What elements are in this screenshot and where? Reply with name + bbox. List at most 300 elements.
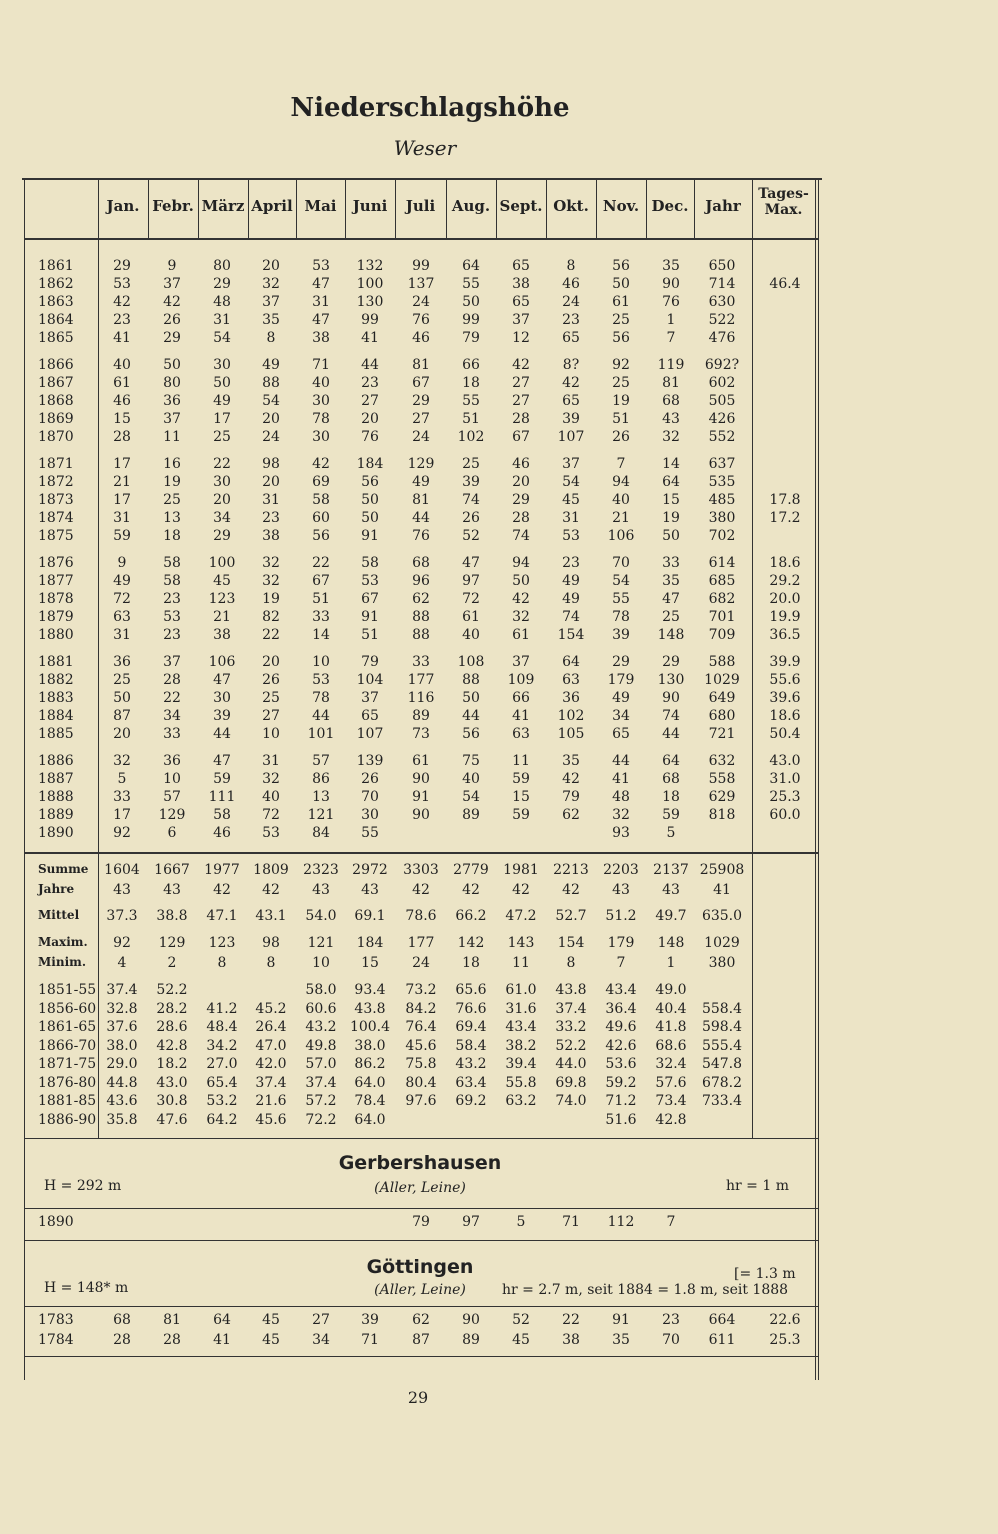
table-cell: 11 bbox=[512, 753, 530, 769]
table-cell: 45 bbox=[262, 1312, 280, 1328]
table-cell: 18.2 bbox=[156, 1056, 188, 1072]
table-cell: 52 bbox=[462, 528, 480, 544]
table-cell: 49 bbox=[262, 357, 280, 373]
table-cell: 25.3 bbox=[769, 1332, 801, 1348]
table-cell: 56 bbox=[612, 258, 630, 274]
table-cell: 79 bbox=[361, 654, 379, 670]
table-cell: 54 bbox=[213, 330, 231, 346]
row-label: 1883 bbox=[38, 690, 74, 706]
table-cell: 17 bbox=[213, 411, 231, 427]
table-cell: 130 bbox=[356, 294, 384, 310]
station-height: H = 148* m bbox=[44, 1280, 129, 1296]
table-cell: 43.2 bbox=[305, 1019, 337, 1035]
table-cell: 37.4 bbox=[555, 1000, 587, 1017]
table-cell: 102 bbox=[457, 429, 485, 445]
gerbershausen-rule-2 bbox=[24, 1240, 818, 1241]
station-note: [= 1.3 m bbox=[734, 1266, 796, 1282]
table-cell: 100 bbox=[356, 276, 384, 292]
row-label: 1851-55 bbox=[38, 982, 97, 998]
table-cell: 2972 bbox=[352, 862, 388, 878]
table-cell: 39 bbox=[562, 411, 580, 427]
table-cell: 82 bbox=[262, 609, 280, 625]
table-cell: 535 bbox=[708, 474, 736, 490]
table-cell: 34 bbox=[163, 708, 181, 724]
table-cell: 5 bbox=[117, 771, 127, 787]
table-cell: 58 bbox=[312, 492, 330, 508]
table-cell: 30 bbox=[213, 474, 231, 490]
table-cell: 1 bbox=[666, 955, 676, 971]
table-cell: 15 bbox=[662, 492, 680, 508]
table-cell: 59 bbox=[213, 771, 231, 787]
table-cell: 7 bbox=[666, 1214, 676, 1230]
table-cell: 51.6 bbox=[605, 1111, 637, 1128]
table-cell: 33 bbox=[312, 609, 330, 625]
table-cell: 10 bbox=[262, 726, 280, 742]
table-cell: 66 bbox=[512, 690, 530, 706]
table-cell: 91 bbox=[361, 528, 379, 544]
table-cell: 43 bbox=[163, 882, 181, 898]
table-cell: 44.8 bbox=[106, 1074, 138, 1091]
table-cell: 64.0 bbox=[354, 1074, 386, 1091]
table-cell: 58 bbox=[163, 555, 181, 571]
table-cell: 67 bbox=[312, 573, 330, 589]
column-header: Dec. bbox=[651, 197, 689, 215]
table-cell: 47 bbox=[462, 555, 480, 571]
page-number: 29 bbox=[407, 1388, 429, 1407]
table-cell: 29 bbox=[213, 276, 231, 292]
column-header: Aug. bbox=[451, 197, 491, 215]
row-label: 1873 bbox=[38, 492, 74, 508]
table-cell: 1604 bbox=[104, 862, 140, 878]
table-cell: 27 bbox=[512, 375, 530, 391]
table-cell: 39.9 bbox=[769, 654, 801, 670]
table-cell: 104 bbox=[356, 672, 384, 688]
table-cell: 40 bbox=[462, 627, 480, 643]
table-cell: 41 bbox=[213, 1332, 231, 1348]
row-label: 1784 bbox=[38, 1332, 74, 1348]
table-cell: 3303 bbox=[403, 862, 439, 878]
table-cell: 9 bbox=[117, 555, 127, 571]
table-cell: 476 bbox=[708, 330, 736, 346]
table-cell: 37.4 bbox=[255, 1074, 287, 1091]
table-cell: 632 bbox=[708, 753, 736, 769]
table-cell: 60 bbox=[312, 510, 330, 526]
table-cell: 177 bbox=[407, 672, 435, 688]
table-cell: 27 bbox=[361, 393, 379, 409]
table-cell: 25 bbox=[163, 492, 181, 508]
table-cell: 76 bbox=[412, 312, 430, 328]
table-cell: 50 bbox=[662, 528, 680, 544]
table-cell: 28 bbox=[512, 411, 530, 427]
table-cell: 40 bbox=[262, 789, 280, 805]
table-cell: 75.8 bbox=[405, 1056, 437, 1072]
table-top-rule bbox=[22, 178, 822, 180]
table-cell: 30 bbox=[213, 690, 231, 706]
column-header: März bbox=[201, 197, 245, 215]
row-label: 1869 bbox=[38, 411, 74, 427]
table-cell: 31 bbox=[113, 627, 131, 643]
table-cell: 74 bbox=[512, 528, 530, 544]
row-label: 1876-80 bbox=[38, 1074, 97, 1091]
table-cell: 588 bbox=[708, 654, 736, 670]
row-label: 1886-90 bbox=[38, 1111, 97, 1128]
row-label: 1856-60 bbox=[38, 1000, 97, 1017]
table-cell: 1977 bbox=[204, 862, 240, 878]
table-cell: 68 bbox=[662, 771, 680, 787]
table-cell: 45.6 bbox=[405, 1037, 437, 1054]
table-cell: 37 bbox=[361, 690, 379, 706]
table-cell: 58.4 bbox=[455, 1037, 487, 1054]
table-cell: 44 bbox=[412, 510, 430, 526]
table-cell: 38.8 bbox=[156, 908, 188, 924]
table-cell: 11 bbox=[512, 955, 530, 971]
table-cell: 52.2 bbox=[156, 982, 188, 998]
table-cell: 49.8 bbox=[305, 1037, 337, 1054]
table-cell: 29 bbox=[163, 330, 181, 346]
table-cell: 91 bbox=[612, 1312, 630, 1328]
table-cell: 53.2 bbox=[206, 1093, 238, 1109]
table-cell: 685 bbox=[708, 573, 736, 589]
table-cell: 50 bbox=[612, 276, 630, 292]
column-header: Juni bbox=[352, 197, 388, 215]
table-cell: 123 bbox=[208, 591, 236, 607]
table-cell: 42 bbox=[312, 456, 330, 472]
table-cell: 27 bbox=[262, 708, 280, 724]
table-cell: 86.2 bbox=[354, 1056, 386, 1072]
row-label: 1885 bbox=[38, 726, 74, 742]
table-cell: 116 bbox=[407, 690, 435, 706]
table-cell: 49 bbox=[562, 573, 580, 589]
table-cell: 51 bbox=[462, 411, 480, 427]
table-cell: 1029 bbox=[704, 935, 740, 951]
table-cell: 426 bbox=[708, 411, 736, 427]
table-cell: 23 bbox=[262, 510, 280, 526]
table-cell: 137 bbox=[407, 276, 435, 292]
table-cell: 86 bbox=[312, 771, 330, 787]
table-cell: 44 bbox=[213, 726, 231, 742]
table-cell: 34 bbox=[213, 510, 231, 526]
table-cell: 179 bbox=[607, 672, 635, 688]
table-cell: 27 bbox=[312, 1312, 330, 1328]
table-cell: 69.1 bbox=[354, 908, 386, 924]
table-cell: 6 bbox=[167, 825, 177, 841]
table-cell: 40 bbox=[113, 357, 131, 373]
table-cell: 43 bbox=[312, 882, 330, 898]
table-cell: 74 bbox=[462, 492, 480, 508]
table-cell: 23 bbox=[163, 627, 181, 643]
table-cell: 65.6 bbox=[455, 982, 487, 998]
table-cell: 26 bbox=[462, 510, 480, 526]
table-cell: 99 bbox=[412, 258, 430, 274]
table-cell: 21 bbox=[213, 609, 231, 625]
table-cell: 380 bbox=[708, 955, 736, 971]
table-cell: 43.2 bbox=[455, 1056, 487, 1072]
table-cell: 33.2 bbox=[555, 1019, 587, 1035]
table-cell: 23 bbox=[562, 555, 580, 571]
table-cell: 61 bbox=[462, 609, 480, 625]
row-label: 1866-70 bbox=[38, 1037, 97, 1054]
table-cell: 43.1 bbox=[255, 908, 287, 924]
table-cell: 129 bbox=[158, 935, 186, 951]
table-cell: 79 bbox=[562, 789, 580, 805]
table-cell: 380 bbox=[708, 510, 736, 526]
table-cell: 43.4 bbox=[605, 982, 637, 998]
table-cell: 64 bbox=[562, 654, 580, 670]
table-cell: 30 bbox=[213, 357, 231, 373]
table-cell: 65 bbox=[361, 708, 379, 724]
table-cell: 55.6 bbox=[769, 672, 801, 688]
table-cell: 43.8 bbox=[555, 982, 587, 998]
table-cell: 36 bbox=[163, 753, 181, 769]
table-cell: 64 bbox=[662, 474, 680, 490]
table-cell: 21 bbox=[113, 474, 131, 490]
table-cell: 28 bbox=[113, 1332, 131, 1348]
table-cell: 23 bbox=[562, 312, 580, 328]
table-cell: 54 bbox=[262, 393, 280, 409]
table-cell: 68 bbox=[113, 1312, 131, 1328]
table-cell: 53 bbox=[361, 573, 379, 589]
table-cell: 25 bbox=[462, 456, 480, 472]
table-cell: 143 bbox=[507, 935, 535, 951]
table-cell: 67 bbox=[412, 375, 430, 391]
table-cell: 68.6 bbox=[655, 1037, 687, 1054]
table-cell: 37.6 bbox=[106, 1019, 138, 1035]
table-cell: 14 bbox=[312, 627, 330, 643]
table-cell: 89 bbox=[412, 708, 430, 724]
station-rule bbox=[24, 1138, 818, 1139]
table-cell: 818 bbox=[708, 807, 736, 823]
table-cell: 30 bbox=[312, 429, 330, 445]
table-cell: 18 bbox=[462, 955, 480, 971]
table-cell: 65 bbox=[562, 393, 580, 409]
table-cell: 73.2 bbox=[405, 982, 437, 998]
table-cell: 37 bbox=[512, 312, 530, 328]
table-cell: 55.8 bbox=[505, 1074, 537, 1091]
table-cell: 102 bbox=[557, 708, 585, 724]
table-cell: 69.4 bbox=[455, 1019, 487, 1035]
table-cell: 93.4 bbox=[354, 982, 386, 998]
column-rule bbox=[752, 240, 753, 1138]
table-cell: 48 bbox=[612, 789, 630, 805]
table-cell: 36 bbox=[562, 690, 580, 706]
gerbershausen-rule-1 bbox=[24, 1208, 818, 1209]
table-cell: 40 bbox=[612, 492, 630, 508]
table-cell: 84.2 bbox=[405, 1000, 437, 1017]
table-cell: 90 bbox=[412, 807, 430, 823]
table-cell: 81 bbox=[163, 1312, 181, 1328]
table-cell: 28 bbox=[163, 672, 181, 688]
table-cell: 148 bbox=[657, 935, 685, 951]
table-cell: 20 bbox=[262, 474, 280, 490]
table-cell: 29 bbox=[512, 492, 530, 508]
table-cell: 54.0 bbox=[305, 908, 337, 924]
table-cell: 23 bbox=[662, 1312, 680, 1328]
station-note: hr = 2.7 m, seit 1884 = 1.8 m, seit 1888 bbox=[502, 1282, 789, 1298]
table-cell: 42 bbox=[213, 882, 231, 898]
table-cell: 8? bbox=[562, 357, 580, 373]
table-cell: 602 bbox=[708, 375, 736, 391]
table-cell: 43 bbox=[662, 411, 680, 427]
table-cell: 47.1 bbox=[206, 908, 238, 924]
table-cell: 63.4 bbox=[455, 1074, 487, 1091]
table-cell: 37.4 bbox=[305, 1074, 337, 1091]
table-cell: 10 bbox=[163, 771, 181, 787]
table-cell: 42.8 bbox=[156, 1037, 188, 1054]
table-cell: 73 bbox=[412, 726, 430, 742]
table-cell: 32.8 bbox=[106, 1000, 138, 1017]
table-cell: 20 bbox=[361, 411, 379, 427]
table-cell: 15 bbox=[113, 411, 131, 427]
table-cell: 100.4 bbox=[349, 1019, 391, 1035]
table-cell: 29 bbox=[662, 654, 680, 670]
table-cell: 51 bbox=[612, 411, 630, 427]
row-label: 1865 bbox=[38, 330, 74, 346]
table-cell: 20 bbox=[262, 411, 280, 427]
row-label: 1862 bbox=[38, 276, 74, 292]
row-label: 1783 bbox=[38, 1312, 74, 1328]
table-cell: 65 bbox=[612, 726, 630, 742]
table-cell: 24 bbox=[412, 429, 430, 445]
table-cell: 39 bbox=[612, 627, 630, 643]
table-cell: 59 bbox=[662, 807, 680, 823]
table-cell: 61 bbox=[113, 375, 131, 391]
table-cell: 49 bbox=[213, 393, 231, 409]
table-cell: 92 bbox=[113, 935, 131, 951]
table-cell: 154 bbox=[557, 935, 585, 951]
table-cell: 42 bbox=[262, 882, 280, 898]
table-cell: 70 bbox=[361, 789, 379, 805]
table-cell: 42.6 bbox=[605, 1037, 637, 1054]
table-cell: 49 bbox=[612, 690, 630, 706]
table-cell: 90 bbox=[462, 1312, 480, 1328]
table-cell: 38 bbox=[262, 528, 280, 544]
table-cell: 106 bbox=[208, 654, 236, 670]
table-cell: 2137 bbox=[653, 862, 689, 878]
table-cell: 15 bbox=[512, 789, 530, 805]
row-label: 1889 bbox=[38, 807, 74, 823]
table-cell: 8 bbox=[266, 955, 276, 971]
table-cell: 51 bbox=[361, 627, 379, 643]
table-cell: 42 bbox=[562, 771, 580, 787]
table-cell: 27 bbox=[512, 393, 530, 409]
table-cell: 598.4 bbox=[701, 1019, 743, 1035]
table-cell: 41 bbox=[512, 708, 530, 724]
table-cell: 76.4 bbox=[405, 1019, 437, 1035]
table-cell: 50 bbox=[462, 294, 480, 310]
table-cell: 24 bbox=[262, 429, 280, 445]
table-cell: 32 bbox=[262, 573, 280, 589]
table-cell: 41 bbox=[713, 882, 731, 898]
table-cell: 29.0 bbox=[106, 1056, 138, 1072]
row-label: 1867 bbox=[38, 375, 74, 391]
column-header: Okt. bbox=[553, 197, 589, 215]
table-cell: 53 bbox=[312, 258, 330, 274]
table-cell: 41 bbox=[612, 771, 630, 787]
table-cell: 49.6 bbox=[605, 1019, 637, 1035]
column-header: Jan. bbox=[106, 197, 140, 215]
table-cell: 53 bbox=[312, 672, 330, 688]
table-cell: 64.2 bbox=[206, 1111, 238, 1128]
table-cell: 20 bbox=[213, 492, 231, 508]
table-cell: 37 bbox=[512, 654, 530, 670]
table-cell: 4 bbox=[117, 955, 127, 971]
column-header: Sept. bbox=[499, 197, 543, 215]
table-cell: 98 bbox=[262, 935, 280, 951]
table-cell: 33 bbox=[662, 555, 680, 571]
table-left-rule bbox=[24, 180, 25, 1380]
table-cell: 70 bbox=[612, 555, 630, 571]
table-cell: 80 bbox=[163, 375, 181, 391]
table-cell: 72.2 bbox=[305, 1111, 337, 1128]
table-cell: 37 bbox=[163, 654, 181, 670]
table-cell: 37 bbox=[163, 276, 181, 292]
table-cell: 97 bbox=[462, 1214, 480, 1230]
table-cell: 81 bbox=[412, 492, 430, 508]
table-cell: 25 bbox=[213, 429, 231, 445]
row-label: 1879 bbox=[38, 609, 74, 625]
table-cell: 49 bbox=[562, 591, 580, 607]
table-cell: 23 bbox=[113, 312, 131, 328]
row-label: 1874 bbox=[38, 510, 74, 526]
row-label: 1861-65 bbox=[38, 1019, 97, 1035]
table-cell: 24 bbox=[562, 294, 580, 310]
table-cell: 33 bbox=[163, 726, 181, 742]
table-cell: 26 bbox=[262, 672, 280, 688]
table-cell: 43 bbox=[662, 882, 680, 898]
table-cell: 50 bbox=[512, 573, 530, 589]
table-cell: 46.4 bbox=[769, 276, 801, 292]
page-title: Niederschlagshöhe bbox=[290, 93, 570, 123]
table-cell: 56 bbox=[361, 474, 379, 490]
table-cell: 2 bbox=[167, 955, 177, 971]
table-cell: 60.6 bbox=[305, 1000, 337, 1017]
table-cell: 50 bbox=[361, 492, 379, 508]
station-height: H = 292 m bbox=[44, 1178, 122, 1194]
table-cell: 59.2 bbox=[605, 1074, 637, 1091]
table-cell: 76 bbox=[662, 294, 680, 310]
column-header: Tages- Max. bbox=[758, 186, 809, 218]
table-cell: 69 bbox=[312, 474, 330, 490]
table-cell: 66.2 bbox=[455, 908, 487, 924]
table-cell: 1029 bbox=[704, 672, 740, 688]
table-cell: 18.6 bbox=[769, 708, 801, 724]
row-label: 1877 bbox=[38, 573, 74, 589]
row-label: Mittel bbox=[38, 908, 80, 922]
table-cell: 66 bbox=[462, 357, 480, 373]
table-cell: 614 bbox=[708, 555, 736, 571]
table-cell: 17 bbox=[113, 456, 131, 472]
table-cell: 71 bbox=[312, 357, 330, 373]
table-cell: 42 bbox=[462, 882, 480, 898]
table-cell: 7 bbox=[616, 955, 626, 971]
table-cell: 58 bbox=[213, 807, 231, 823]
table-cell: 53 bbox=[163, 609, 181, 625]
table-cell: 46 bbox=[412, 330, 430, 346]
table-cell: 47 bbox=[213, 753, 231, 769]
table-cell: 28 bbox=[163, 1332, 181, 1348]
table-cell: 32 bbox=[262, 771, 280, 787]
table-cell: 46 bbox=[113, 393, 131, 409]
table-cell: 47.0 bbox=[255, 1037, 287, 1054]
table-cell: 97 bbox=[462, 573, 480, 589]
table-cell: 53 bbox=[562, 528, 580, 544]
table-cell: 20.0 bbox=[769, 591, 801, 607]
table-cell: 68 bbox=[412, 555, 430, 571]
table-cell: 35 bbox=[612, 1332, 630, 1348]
table-cell: 44 bbox=[361, 357, 379, 373]
table-cell: 58.0 bbox=[305, 982, 337, 998]
summary-rule bbox=[24, 852, 818, 854]
